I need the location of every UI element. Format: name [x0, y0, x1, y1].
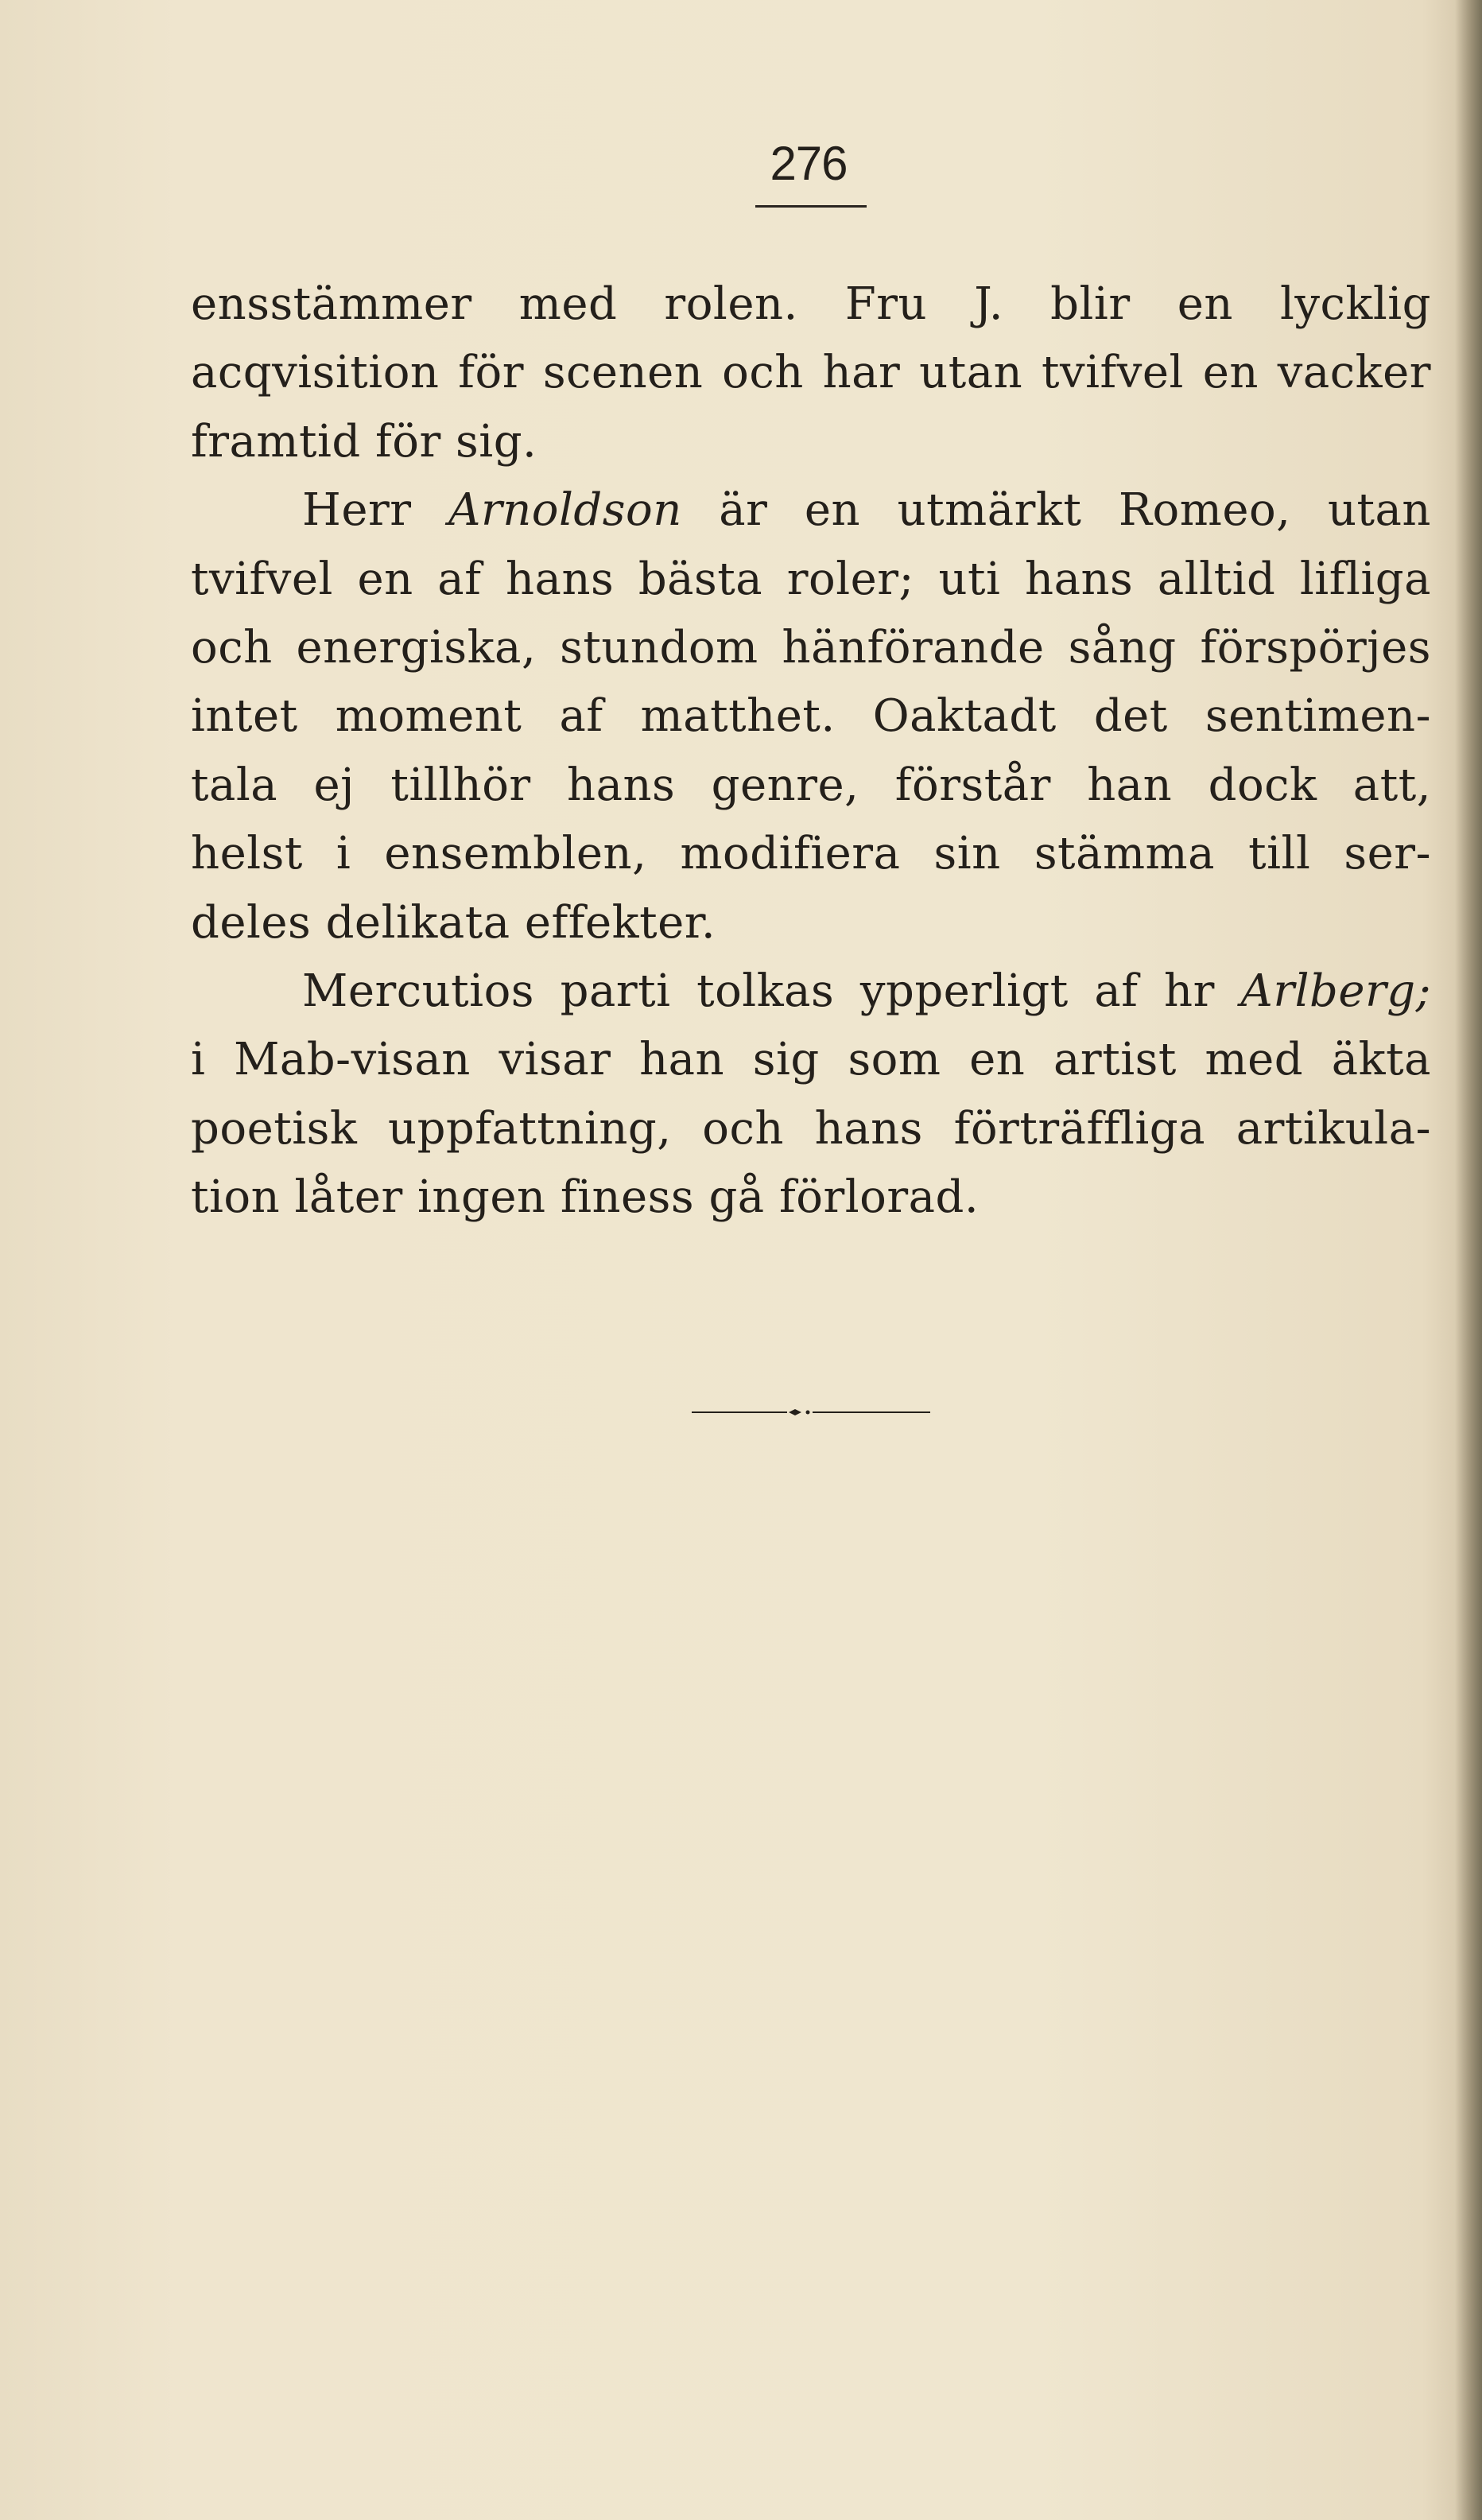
text-run: är en utmärkt Romeo, utan — [719, 484, 1431, 537]
text-line: helst i ensemblen, modifiera sin stämma till ser- — [191, 828, 1431, 880]
text-line: deles delikata effekter. — [191, 896, 716, 949]
text-line — [191, 476, 1431, 545]
page-number-rule — [755, 205, 867, 208]
italic-name-arlberg: Arlberg; — [1240, 965, 1431, 1017]
page-edge-shadow — [1455, 0, 1482, 2520]
text-line: tala ej tillhör hans genre, förstår han dock att, — [191, 759, 1431, 811]
end-ornament — [692, 1408, 930, 1416]
text-line: poetisk uppfattning, och hans förträffliga artikula- — [191, 1102, 1431, 1155]
text-line: i Mab-visan visar han sig som en artist med äkta — [191, 1034, 1431, 1086]
text-line: och energiska, stundom hänförande sång förspörjes — [191, 621, 1431, 674]
text-line: tvifvel en af hans bästa roler; uti hans alltid lifliga — [191, 553, 1431, 605]
body-text — [191, 270, 1431, 1232]
text-run: Mercutios parti tolkas ypperligt af hr — [302, 965, 1241, 1017]
page-number: 276 — [770, 137, 848, 190]
text-line — [191, 957, 1431, 1026]
text-line: intet moment af matthet. Oaktadt det sentimen- — [191, 690, 1431, 743]
italic-name-arnoldson: Arnoldson — [448, 484, 682, 537]
text-run: Herr — [302, 484, 448, 537]
text-line: ensstämmer med rolen. Fru J. blir en lycklig — [191, 278, 1431, 330]
text-line: tion låter ingen finess gå förlorad. — [191, 1171, 980, 1224]
text-line: acqvisition för scenen och har utan tvifvel en vacker — [191, 347, 1431, 399]
text-line: framtid för sig. — [191, 415, 537, 468]
